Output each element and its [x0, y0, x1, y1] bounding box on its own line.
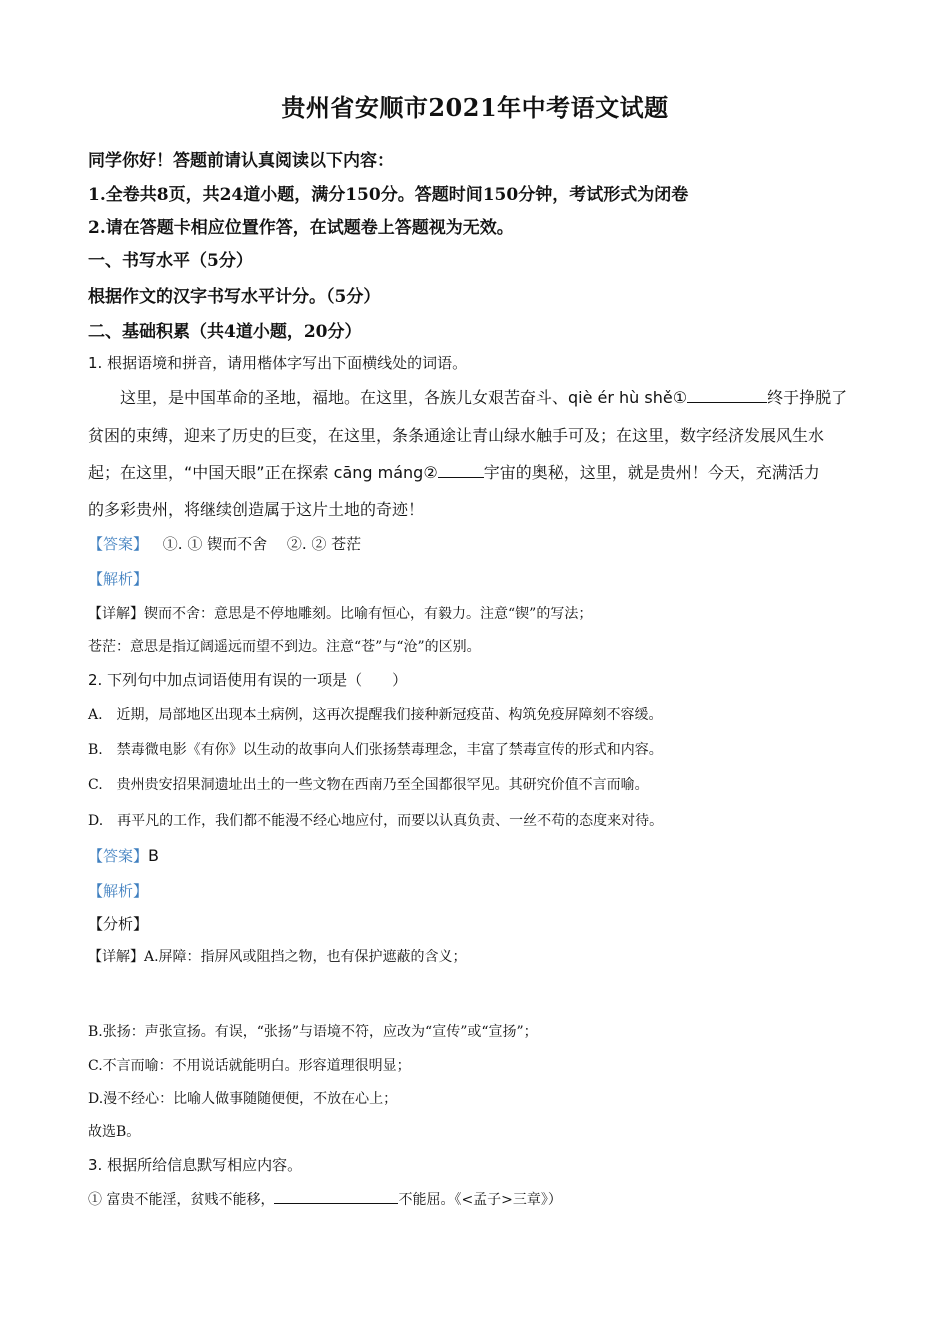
q2-conclusion: 故选B。 — [88, 1124, 141, 1140]
q2-answer-text: B — [148, 846, 159, 865]
q3-prompt: 3. 根据所给信息默写相应内容。 — [88, 1156, 303, 1174]
q2-detail-a — [88, 946, 467, 966]
q1-prompt: 1. 根据语境和拼音，请用楷体字写出下面横线处的词语。 — [88, 354, 468, 372]
q2-answer-tag: 【答案】 — [88, 847, 149, 865]
q1-passage-line-1 — [120, 385, 865, 408]
q2-option-c: C. 贵州贵安招果洞遗址出土的一些文物在西南乃至全国都很罕见。其研究价值不言而喻。 — [88, 777, 649, 793]
q2-detail-c: C.不言而喻：不用说话就能明白。形容道理很明显； — [88, 1058, 411, 1074]
q2-detail-b: B.张扬：声张宣扬。有误，“张扬”与语境不符，应改为“宣传”或“宣扬”； — [88, 1024, 538, 1040]
q1-passage-text-3a: 起；在这里，“中国天眼”正在探索 cāng máng② — [88, 463, 438, 482]
q1-answer-text: ①. ① 锲而不舍 ②. ② 苍茫 — [162, 535, 362, 553]
intro-rule-1: 1.全卷共8页，共24道小题，满分150分。答题时间150分钟，考试形式为闭卷 — [88, 185, 689, 205]
q2-fenxi-tag: 【分析】 — [88, 915, 149, 933]
q1-blank-1 — [687, 387, 767, 403]
intro-greeting: 同学你好！答题前请认真阅读以下内容： — [88, 151, 394, 171]
q2-answer — [88, 845, 159, 866]
intro-rule-2: 2.请在答题卡相应位置作答，在试题卷上答题视为无效。 — [88, 218, 514, 238]
q1-passage-text-1b: 终于挣脱了 — [767, 388, 848, 407]
q1-passage-text-3b: 宇宙的奥秘，这里，就是贵州！今天，充满活力 — [483, 463, 820, 482]
q1-passage-line-3 — [88, 460, 863, 483]
q1-detail-tag: 【详解】 — [88, 606, 144, 622]
section1-text: 根据作文的汉字书写水平计分。（5分） — [88, 287, 381, 307]
q2-option-b: B. 禁毒微电影《有你》以生动的故事向人们张扬禁毒理念，丰富了禁毒宣传的形式和内容。 — [88, 742, 663, 758]
q3-item-1 — [88, 1189, 562, 1209]
q3-item-1-text-a: ① 富贵不能淫，贫贱不能移， — [88, 1192, 275, 1208]
page-title: 贵州省安顺市2021年中考语文试题 — [281, 93, 669, 122]
q3-blank-1 — [274, 1190, 398, 1204]
q1-detail-1 — [88, 603, 592, 623]
q2-detail-tag: 【详解】 — [88, 949, 144, 965]
q1-detail-2: 苍茫：意思是指辽阔遥远而望不到边。注意“苍”与“沧”的区别。 — [88, 639, 481, 655]
q2-detail-a-text: A.屏障：指屏风或阻挡之物，也有保护遮蔽的含义； — [144, 949, 467, 965]
q2-option-a: A. 近期，局部地区出现本土病例，这再次提醒我们接种新冠疫苗、构筑免疫屏障刻不容缓。 — [88, 707, 663, 723]
q2-detail-d: D.漫不经心：比喻人做事随随便便，不放在心上； — [88, 1091, 398, 1107]
q1-passage-line-4: 的多彩贵州，将继续创造属于这片土地的奇迹！ — [88, 500, 425, 519]
q2-prompt: 2. 下列句中加点词语使用有误的一项是（ ） — [88, 671, 408, 689]
q1-answer — [88, 533, 361, 554]
q1-analysis-tag: 【解析】 — [88, 570, 149, 588]
q1-passage-line-2: 贫困的束缚，迎来了历史的巨变，在这里，条条通途让青山绿水触手可及；在这里，数字经济发展风生水 — [88, 426, 825, 445]
q2-option-d: D. 再平凡的工作，我们都不能漫不经心地应付，而要以认真负责、一丝不苟的态度来对待。 — [88, 813, 664, 829]
q3-item-1-text-b: 不能屈。《<孟子>三章》） — [398, 1192, 562, 1208]
q1-answer-tag: 【答案】 — [88, 535, 149, 553]
q2-analysis-tag: 【解析】 — [88, 882, 149, 900]
q1-blank-2 — [438, 462, 484, 478]
q1-passage-text-1a: 这里，是中国革命的圣地，福地。在这里，各族儿女艰苦奋斗、qiè ér hù shě① — [120, 388, 688, 407]
section1-heading: 一、书写水平（5分） — [88, 251, 253, 271]
section2-heading: 二、基础积累（共4道小题，20分） — [88, 322, 362, 342]
q1-detail-1-text: 锲而不舍：意思是不停地雕刻。比喻有恒心，有毅力。注意“锲”的写法； — [144, 606, 593, 622]
